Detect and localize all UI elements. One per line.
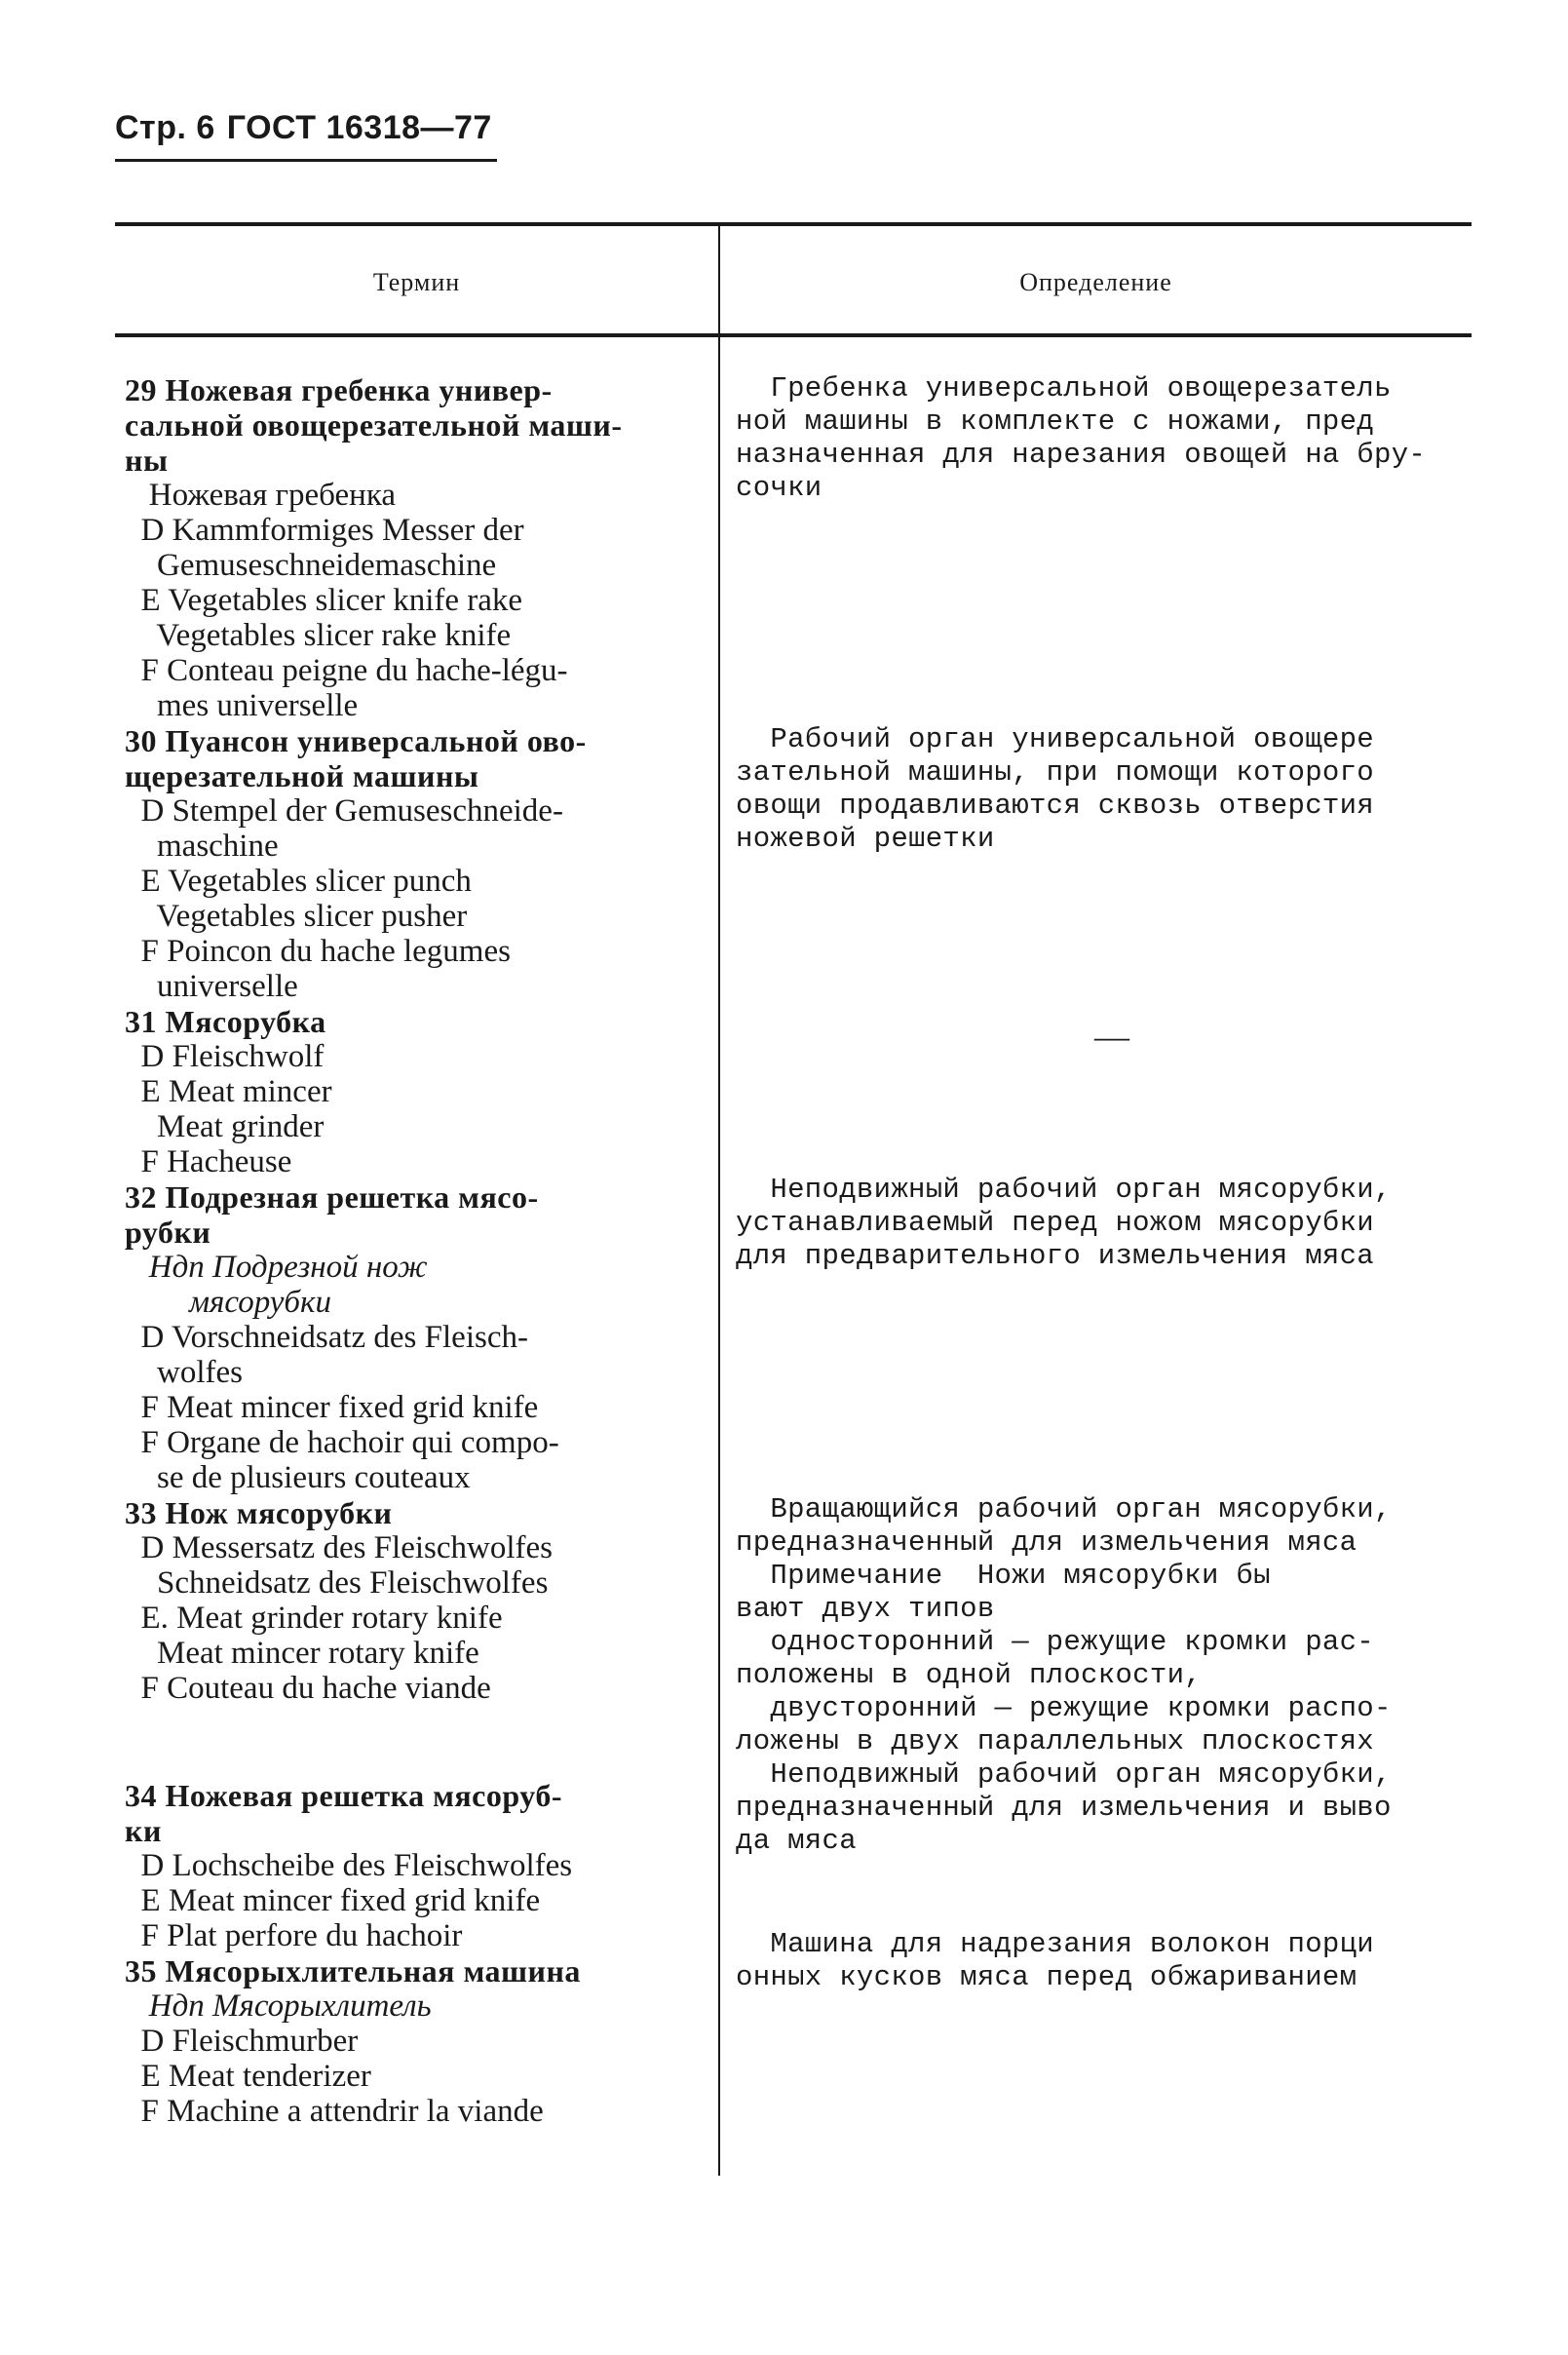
table-top-rule: [115, 222, 1472, 226]
term-line: universelle: [125, 969, 298, 1004]
term-line: F Plat perfore du hachoir: [125, 1918, 463, 1953]
definition-line: ной машины в комплекте с ножами, пред: [736, 405, 1375, 438]
term-line: щерезательной машины: [125, 758, 479, 793]
definition-line: Машина для надрезания волокон порци: [736, 1928, 1375, 1960]
term-line: Meat mincer rotary knife: [125, 1636, 479, 1671]
term-line: E Vegetables slicer knife rake: [125, 583, 523, 618]
term-line: ки: [125, 1813, 162, 1848]
term-line: Ндп Мясорыхлитель: [125, 1988, 432, 2024]
column-divider: [718, 226, 720, 2176]
definition-line: предназначенный для измельчения мяса: [736, 1526, 1358, 1559]
term-line: 32 Подрезная решетка мясо-: [125, 1179, 539, 1215]
term-line: ны: [125, 443, 169, 478]
term-line: D Fleischwolf: [125, 1039, 325, 1074]
term-line: E. Meat grinder rotary knife: [125, 1601, 503, 1636]
term-line: Ндп Подрезной нож: [125, 1250, 428, 1285]
term-line: maschine: [125, 829, 279, 864]
definition-line: ножевой решетки: [736, 823, 995, 855]
definition-line: Неподвижный рабочий орган мясорубки,: [736, 1758, 1392, 1791]
term-line: Ножевая гребенка: [125, 478, 397, 513]
definition-line: односторонний — режущие кромки рас-: [736, 1626, 1375, 1658]
definition-line: двусторонний — режущие кромки распо-: [736, 1692, 1392, 1724]
definition-line: предназначенный для измельчения и выво: [736, 1792, 1392, 1824]
term-line: Gemuseschneidemaschine: [125, 548, 497, 583]
definition-line: зательной машины, при помощи которого: [736, 756, 1375, 789]
term-line: D Lochscheibe des Fleischwolfes: [125, 1848, 573, 1883]
term-line: wolfes: [125, 1355, 243, 1390]
term-line: E Meat mincer: [125, 1074, 332, 1109]
term-line: рубки: [125, 1215, 211, 1250]
definition-line: Неподвижный рабочий орган мясорубки,: [736, 1174, 1392, 1206]
page-header: [115, 109, 492, 147]
term-line: se de plusieurs couteaux: [125, 1460, 471, 1495]
definition-line: Рабочий орган универсальной овощере: [736, 723, 1375, 755]
term-line: 33 Нож мясорубки: [125, 1495, 393, 1530]
definition-line: назначенная для нарезания овощей на бру-: [736, 439, 1427, 471]
term-line: D Messersatz des Fleischwolfes: [125, 1530, 553, 1565]
term-line: F Conteau peigne du hache-légu-: [125, 653, 568, 688]
term-line: 35 Мясорыхлительная машина: [125, 1953, 581, 1988]
term-line: сальной овощерезательной маши-: [125, 407, 623, 443]
term-line: E Vegetables slicer punch: [125, 864, 472, 899]
term-line: 29 Ножевая гребенка универ-: [125, 372, 553, 407]
term-line: D Kammformiges Messer der: [125, 513, 524, 548]
header-underline: [115, 159, 497, 162]
term-line: E Meat tenderizer: [125, 2059, 371, 2094]
term-line: Schneidsatz des Fleischwolfes: [125, 1565, 549, 1601]
term-line: 34 Ножевая решетка мясоруб-: [125, 1778, 562, 1813]
definition-line: Примечание Ножи мясорубки бы: [736, 1560, 1271, 1592]
term-line: Meat grinder: [125, 1109, 325, 1144]
table-header-rule: [115, 333, 1472, 337]
definition-line: овощи продавливаются сквозь отверстия: [736, 790, 1375, 822]
definition-line: Гребенка универсальной овощерезатель: [736, 372, 1392, 405]
term-line: Vegetables slicer rake knife: [125, 618, 512, 653]
definition-line: Вращающийся рабочий орган мясорубки,: [736, 1493, 1392, 1525]
definition-line: ложены в двух параллельных плоскостях: [736, 1725, 1375, 1757]
definition-line: сочки: [736, 472, 822, 504]
term-line: mes universelle: [125, 688, 359, 723]
definition-line: для предварительного измельчения мяса: [736, 1240, 1375, 1272]
term-line: 30 Пуансон универсальной ово-: [125, 723, 587, 758]
term-line: F Meat mincer fixed grid knife: [125, 1390, 539, 1425]
definition-line: положены в одной плоскости,: [736, 1659, 1202, 1691]
column-header-term: Термин: [372, 268, 461, 296]
term-line: E Meat mincer fixed grid knife: [125, 1883, 541, 1918]
term-line: F Poincon du hache legumes: [125, 934, 511, 969]
definition-line: онных кусков мяса перед обжариванием: [736, 1961, 1358, 1993]
term-line: Vegetables slicer pusher: [125, 899, 468, 934]
definition-line: устанавливаемый перед ножом мясорубки: [736, 1207, 1375, 1239]
term-line: F Couteau du hache viande: [125, 1671, 491, 1706]
term-line: 31 Мясорубка: [125, 1004, 326, 1039]
column-header-definition: Определение: [1019, 268, 1172, 296]
standard-number: ГОСТ 16318—77: [226, 109, 492, 146]
definition-line: да мяса: [736, 1825, 857, 1857]
definition-dash-31: —: [1094, 1017, 1129, 1056]
page-number: Стр. 6: [115, 109, 215, 146]
term-line: D Fleischmurber: [125, 2024, 359, 2059]
term-line: F Organe de hachoir qui compo-: [125, 1425, 559, 1460]
term-line: F Hacheuse: [125, 1144, 292, 1179]
term-line: D Vorschneidsatz des Fleisch-: [125, 1320, 528, 1355]
term-line: F Machine a attendrir la viande: [125, 2094, 544, 2129]
definition-line: вают двух типов: [736, 1593, 995, 1625]
term-line: мясорубки: [125, 1285, 331, 1320]
term-line: D Stempel der Gemuseschneide-: [125, 793, 563, 829]
